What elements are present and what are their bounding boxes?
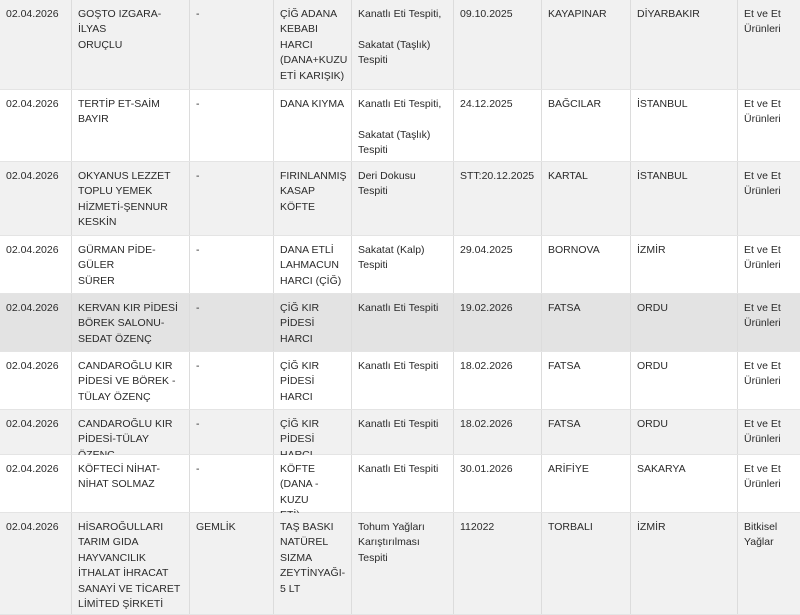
province-cell-line: ORDU <box>637 302 668 314</box>
district-cell-line: BORNOVA <box>548 244 600 256</box>
product-cell-line: LAHMACUN <box>280 259 339 272</box>
table-row <box>0 352 800 410</box>
date-cell <box>0 455 72 512</box>
lot-cell-line: STT:20.12.2025 <box>460 170 535 182</box>
finding-cell <box>352 162 454 235</box>
district-code-cell <box>190 294 274 351</box>
date-cell-text: 02.04.2026 <box>6 463 59 475</box>
lot-cell-line: 18.02.2026 <box>460 360 513 372</box>
finding-cell <box>352 410 454 454</box>
district-code-cell-line: - <box>196 418 200 430</box>
product-cell <box>274 236 352 293</box>
finding-cell-line: Kanatlı Eti Tespiti <box>358 302 439 314</box>
company-cell-line: TÜLAY ÖZENÇ <box>78 390 151 403</box>
district-code-cell-line: - <box>196 98 200 110</box>
finding-cell <box>352 352 454 409</box>
province-cell-line: DİYARBAKIR <box>637 8 700 20</box>
company-cell-line: NİHAT SOLMAZ <box>78 478 155 491</box>
lot-cell-line: 18.02.2026 <box>460 418 513 430</box>
district-code-cell <box>190 90 274 161</box>
product-group-cell-line: Et ve Et <box>744 244 781 256</box>
finding-cell <box>352 513 454 614</box>
province-cell-line: İZMİR <box>637 521 666 533</box>
product-cell-line: KÖFTE <box>280 463 316 475</box>
company-cell-line: SÜRER <box>78 274 115 287</box>
province-cell <box>631 455 738 512</box>
company-cell-line: BÖREK SALONU- <box>78 317 165 330</box>
lot-cell <box>454 455 542 512</box>
product-cell-line: ÇİĞ ADANA <box>280 8 338 20</box>
finding-cell <box>352 0 454 89</box>
finding-cell-line: Tespiti <box>358 551 388 564</box>
lot-cell-line: 29.04.2025 <box>460 244 513 256</box>
company-cell-line: BAYIR <box>78 113 109 126</box>
finding-cell <box>352 294 454 351</box>
product-cell <box>274 294 352 351</box>
finding-cell-line: Karıştırılması <box>358 536 420 549</box>
product-group-cell-line: Et ve Et <box>744 8 781 20</box>
product-cell-line: PİDESİ <box>280 433 315 446</box>
product-cell-line: ZEYTİNYAĞI- <box>280 567 346 580</box>
company-cell-line: CANDAROĞLU KIR <box>78 360 173 372</box>
lot-cell-line: 19.02.2026 <box>460 302 513 314</box>
finding-cell-line: Tespiti <box>358 259 388 272</box>
district-cell-line: FATSA <box>548 418 581 430</box>
product-group-cell-line: Ürünleri <box>744 433 781 446</box>
district-cell-line: TORBALI <box>548 521 593 533</box>
product-group-cell-line: Yağlar <box>744 536 774 549</box>
province-cell-line: ORDU <box>637 418 668 430</box>
date-cell <box>0 0 72 89</box>
district-cell-line: BAĞCILAR <box>548 98 602 110</box>
company-cell-line: TARIM GIDA <box>78 536 139 549</box>
finding-cell-line <box>358 112 447 127</box>
lot-cell <box>454 236 542 293</box>
finding-cell-line: Kanatlı Eti Tespiti <box>358 418 439 430</box>
district-cell-line: KAYAPINAR <box>548 8 607 20</box>
district-code-cell-line: GEMLİK <box>196 521 236 533</box>
product-group-cell-line: Ürünleri <box>744 478 781 491</box>
finding-cell-line: Kanatlı Eti Tespiti, <box>358 8 442 20</box>
date-cell <box>0 513 72 614</box>
company-cell <box>72 352 190 409</box>
district-cell <box>542 294 631 351</box>
province-cell <box>631 513 738 614</box>
district-code-cell <box>190 0 274 89</box>
company-cell-line: TERTİP ET-SAİM <box>78 98 160 110</box>
table-row <box>0 162 800 236</box>
company-cell-line: TOPLU YEMEK <box>78 185 153 198</box>
table-row <box>0 236 800 294</box>
product-group-cell-line: Ürünleri <box>744 23 781 36</box>
product-cell-line: DANA KIYMA <box>280 98 345 110</box>
finding-cell-line <box>358 22 447 37</box>
district-code-cell <box>190 162 274 235</box>
province-cell-line: İZMİR <box>637 244 666 256</box>
product-cell-line: PİDESİ HARCI <box>280 317 315 345</box>
district-code-cell-line: - <box>196 244 200 256</box>
province-cell <box>631 90 738 161</box>
date-cell-text: 02.04.2026 <box>6 170 59 182</box>
lot-cell <box>454 0 542 89</box>
finding-cell <box>352 236 454 293</box>
date-cell <box>0 410 72 454</box>
table-row <box>0 410 800 455</box>
lot-cell-line: 30.01.2026 <box>460 463 513 475</box>
district-cell-line: FATSA <box>548 302 581 314</box>
product-group-cell-line: Ürünleri <box>744 185 781 198</box>
company-cell <box>72 90 190 161</box>
product-cell <box>274 162 352 235</box>
company-cell <box>72 410 190 454</box>
lot-cell <box>454 352 542 409</box>
company-cell <box>72 294 190 351</box>
district-cell <box>542 162 631 235</box>
product-group-cell <box>738 294 800 351</box>
province-cell <box>631 410 738 454</box>
district-cell <box>542 90 631 161</box>
company-cell-line: KERVAN KIR PİDESİ <box>78 302 178 314</box>
company-cell-line: PİDESİ-TÜLAY <box>78 433 149 446</box>
district-code-cell-line: - <box>196 463 200 475</box>
province-cell <box>631 294 738 351</box>
date-cell <box>0 352 72 409</box>
product-cell <box>274 410 352 454</box>
lot-cell-line: 24.12.2025 <box>460 98 513 110</box>
date-cell-text: 02.04.2026 <box>6 8 59 20</box>
district-code-cell <box>190 513 274 614</box>
lot-cell <box>454 162 542 235</box>
company-cell <box>72 455 190 512</box>
product-group-cell-line: Et ve Et <box>744 463 781 475</box>
product-cell-line: ÇİĞ KIR <box>280 360 320 372</box>
district-cell <box>542 352 631 409</box>
product-group-cell-line: Et ve Et <box>744 302 781 314</box>
company-cell-line: İTHALAT İHRACAT <box>78 567 169 580</box>
lot-cell-line: 09.10.2025 <box>460 8 513 20</box>
date-cell <box>0 294 72 351</box>
product-cell-line: (DANA+KUZU <box>280 54 348 67</box>
company-cell-line: HİSAROĞULLARI <box>78 521 164 533</box>
province-cell <box>631 352 738 409</box>
district-code-cell <box>190 236 274 293</box>
date-cell-text: 02.04.2026 <box>6 302 59 314</box>
product-cell-line: (DANA -KUZU <box>280 478 319 506</box>
product-cell <box>274 513 352 614</box>
product-cell-line: ÇİĞ KIR <box>280 302 320 314</box>
product-cell-line: TAŞ BASKI <box>280 521 334 533</box>
district-code-cell-line: - <box>196 170 200 182</box>
date-cell <box>0 90 72 161</box>
product-cell-line: ETİ KARIŞIK) <box>280 69 345 82</box>
province-cell <box>631 162 738 235</box>
product-group-cell-line: Et ve Et <box>744 360 781 372</box>
date-cell-text: 02.04.2026 <box>6 418 59 430</box>
district-code-cell <box>190 410 274 454</box>
product-cell-line: ÇİĞ KIR <box>280 418 320 430</box>
company-cell-line: KESKİN <box>78 216 117 229</box>
province-cell <box>631 0 738 89</box>
lot-cell <box>454 294 542 351</box>
district-code-cell-line: - <box>196 8 200 20</box>
table-row <box>0 90 800 162</box>
product-cell <box>274 90 352 161</box>
product-group-cell-line: Et ve Et <box>744 418 781 430</box>
product-cell <box>274 352 352 409</box>
product-group-cell <box>738 90 800 161</box>
table-row <box>0 0 800 90</box>
product-cell-line: 5 LT <box>280 582 301 595</box>
province-cell-line: SAKARYA <box>637 463 686 475</box>
product-cell <box>274 455 352 512</box>
company-cell-line: PİDESİ VE BÖREK - <box>78 375 176 388</box>
district-cell <box>542 455 631 512</box>
date-cell-text: 02.04.2026 <box>6 521 59 533</box>
product-group-cell <box>738 455 800 512</box>
company-cell-line: SANAYİ VE TİCARET <box>78 582 181 595</box>
product-cell-line: HARCI (ÇİĞ) <box>280 274 342 287</box>
finding-cell-line: Kanatlı Eti Tespiti <box>358 360 439 372</box>
product-group-cell-line: Ürünleri <box>744 113 781 126</box>
district-cell-line: KARTAL <box>548 170 588 182</box>
finding-cell-line: Sakatat (Taşlık) <box>358 128 431 141</box>
date-cell-text: 02.04.2026 <box>6 98 59 110</box>
finding-cell-line: Sakatat (Taşlık) <box>358 38 431 51</box>
company-cell-line: OKYANUS LEZZET <box>78 170 171 182</box>
date-cell-text: 02.04.2026 <box>6 244 59 256</box>
company-cell-line: HAYVANCILIK <box>78 551 146 564</box>
product-cell-line: SIZMA <box>280 551 313 564</box>
province-cell-line: İSTANBUL <box>637 98 688 110</box>
district-cell-line: FATSA <box>548 360 581 372</box>
company-cell-line: SEDAT ÖZENÇ <box>78 332 152 345</box>
company-cell-line: CANDAROĞLU KIR <box>78 418 173 430</box>
district-cell-line: ARİFİYE <box>548 463 589 475</box>
finding-cell <box>352 90 454 161</box>
date-cell <box>0 236 72 293</box>
company-cell <box>72 513 190 614</box>
finding-cell-line: Sakatat (Kalp) <box>358 244 425 256</box>
lot-cell <box>454 410 542 454</box>
finding-cell-line: Tespiti <box>358 185 388 198</box>
product-cell-line: FIRINLANMIŞ <box>280 170 347 182</box>
product-cell <box>274 0 352 89</box>
company-cell-line: HİZMETİ-ŞENNUR <box>78 200 168 213</box>
company-cell-line: GOŞTO IZGARA-İLYAS <box>78 8 162 36</box>
district-cell <box>542 513 631 614</box>
product-cell-line: KASAP <box>280 185 316 198</box>
product-cell-line: KÖFTE <box>280 200 316 213</box>
company-cell <box>72 236 190 293</box>
lot-cell <box>454 90 542 161</box>
province-cell <box>631 236 738 293</box>
product-group-cell <box>738 0 800 89</box>
company-cell <box>72 162 190 235</box>
company-cell-line: GÜRMAN PİDE-GÜLER <box>78 244 156 272</box>
company-cell-line: KÖFTECİ NİHAT- <box>78 463 161 475</box>
product-cell-line: DANA ETLİ <box>280 244 334 256</box>
district-code-cell <box>190 352 274 409</box>
finding-cell-line: Tespiti <box>358 54 388 67</box>
company-cell-line: LİMİTED ŞİRKETİ <box>78 598 164 611</box>
lot-cell-line: 112022 <box>460 521 495 533</box>
table-row <box>0 455 800 513</box>
product-cell-line: KEBABI <box>280 23 318 36</box>
finding-cell-line: Tohum Yağları <box>358 521 425 533</box>
product-group-cell <box>738 236 800 293</box>
product-group-cell <box>738 352 800 409</box>
product-group-cell-line: Bitkisel <box>744 521 778 533</box>
table-row <box>0 294 800 352</box>
province-cell-line: ORDU <box>637 360 668 372</box>
district-code-cell-line: - <box>196 302 200 314</box>
product-group-cell-line: Et ve Et <box>744 170 781 182</box>
lot-cell <box>454 513 542 614</box>
product-cell-line: NATÜREL <box>280 536 329 549</box>
product-group-cell-line: Ürünleri <box>744 317 781 330</box>
finding-cell-line: Kanatlı Eti Tespiti, <box>358 98 442 110</box>
district-cell <box>542 0 631 89</box>
company-cell <box>72 0 190 89</box>
product-cell-line: HARCI <box>280 38 313 51</box>
district-cell <box>542 410 631 454</box>
table-row <box>0 513 800 615</box>
district-code-cell <box>190 455 274 512</box>
product-group-cell-line: Ürünleri <box>744 259 781 272</box>
product-group-cell-line: Ürünleri <box>744 375 781 388</box>
date-cell-text: 02.04.2026 <box>6 360 59 372</box>
product-group-cell <box>738 410 800 454</box>
product-group-cell-line: Et ve Et <box>744 98 781 110</box>
product-group-cell <box>738 162 800 235</box>
finding-cell-line: Deri Dokusu <box>358 170 416 182</box>
province-cell-line: İSTANBUL <box>637 170 688 182</box>
finding-cell <box>352 455 454 512</box>
district-code-cell-line: - <box>196 360 200 372</box>
date-cell <box>0 162 72 235</box>
product-group-cell <box>738 513 800 614</box>
finding-cell-line: Kanatlı Eti Tespiti <box>358 463 439 475</box>
finding-cell-line: Tespiti <box>358 144 388 157</box>
product-cell-line: PİDESİ HARCI <box>280 375 315 403</box>
company-cell-line: ORUÇLU <box>78 38 123 51</box>
district-cell <box>542 236 631 293</box>
